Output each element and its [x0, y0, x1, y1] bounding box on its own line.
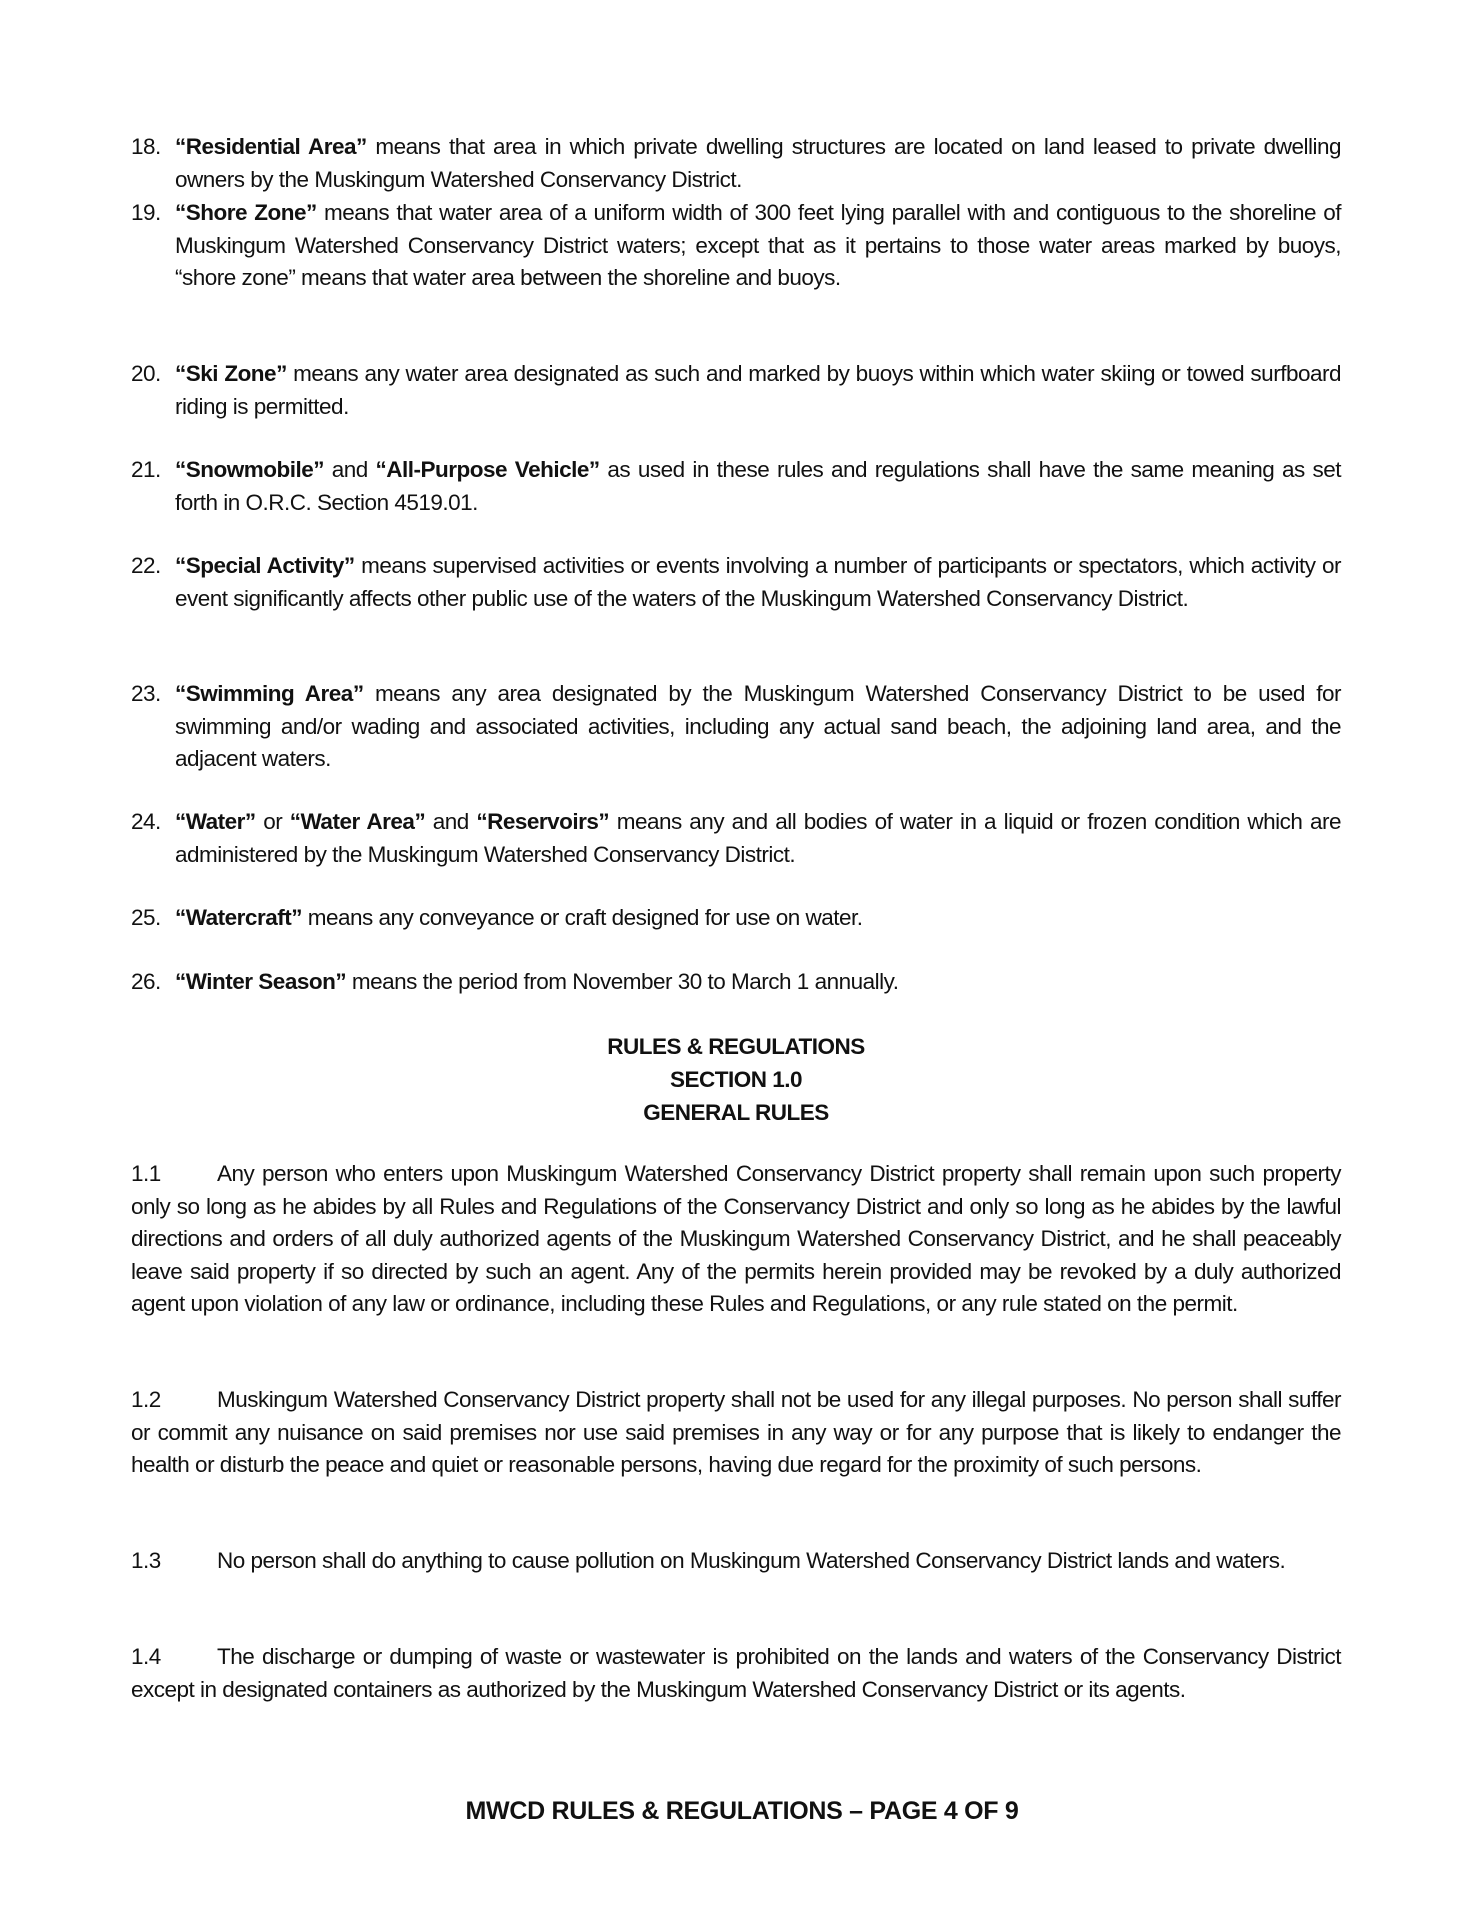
- definition-number: 22.: [131, 553, 161, 578]
- definition-term: “Swimming Area”: [175, 681, 364, 706]
- rule-text: Any person who enters upon Muskingum Watershed Conservancy District property shall remain upon such property only so long as he abides by all Rules and Regulations of the Conservancy District and only so long as he abides by the lawful directions and orders of all duly authorized agents of the Muskingum Watershed Conservancy District, and he shall peaceably leave said property if so directed by such an agent. Any of the permits herein provided may be revoked by a duly authorized agent upon violation of any law or ordinance, including these Rules and Regulations, or any rule stated on the permit.: [131, 1161, 1341, 1316]
- definition-term: “Special Activity”: [175, 553, 355, 578]
- definition-joiner: or: [255, 809, 290, 834]
- definition-text: means any conveyance or craft designed for use on water.: [301, 905, 863, 930]
- definition-18: [131, 131, 1341, 196]
- definition-term: “Ski Zone”: [175, 361, 287, 386]
- rule-number: 1.4: [131, 1644, 161, 1669]
- definition-number: 18.: [131, 134, 161, 159]
- definition-text: means that water area of a uniform width of 300 feet lying parallel with and contiguous to the shoreline of Muskingum Watershed Conservancy District waters; except that as it pertains to those water areas marked by buoys, “shore zone” means that water area between the shoreline and buoys.: [175, 200, 1342, 290]
- rule-1-3: [131, 1545, 1341, 1578]
- definition-text: means any and all bodies of water in a liquid or frozen condition which are administered by the Muskingum Watershed Conservancy District.: [175, 809, 1341, 867]
- definition-text: means any water area designated as such and marked by buoys within which water skiing or towed surfboard riding is permitted.: [175, 361, 1341, 419]
- definition-term: “All-Purpose Vehicle”: [375, 457, 600, 482]
- definition-joiner: and: [425, 809, 477, 834]
- definition-term: “Water Area”: [289, 809, 426, 834]
- definition-term: “Watercraft”: [175, 905, 302, 930]
- definition-text: means any area designated by the Muskingum Watershed Conservancy District to be used for swimming and/or wading and associated activities, including any actual sand beach, the adjoining land area, and the adjacent waters.: [175, 681, 1341, 771]
- rule-number: 1.1: [131, 1161, 161, 1186]
- definition-text: means that area in which private dwelling structures are located on land leased to private dwelling owners by the Muskingum Watershed Conservancy District.: [175, 134, 1341, 192]
- rule-text: No person shall do anything to cause pollution on Muskingum Watershed Conservancy District lands and waters.: [217, 1548, 1286, 1573]
- definition-text: means supervised activities or events involving a number of participants or spectators, which activity or event significantly affects other public use of the waters of the Muskingum Watershed Conservancy District.: [175, 553, 1341, 611]
- definition-20: [131, 358, 1341, 423]
- definition-term: “Snowmobile”: [175, 457, 325, 482]
- definition-text: means the period from November 30 to March 1 annually.: [346, 969, 899, 994]
- definition-term: “Shore Zone”: [175, 200, 317, 225]
- definition-term: “Residential Area”: [175, 134, 367, 159]
- definition-22: [131, 550, 1341, 615]
- rule-text: Muskingum Watershed Conservancy District property shall not be used for any illegal purposes. No person shall suffer or commit any nuisance on said premises nor use said premises in any way or for any purpose that is likely to endanger the health or disturb the peace and quiet or reasonable persons, having due regard for the proximity of such persons.: [131, 1387, 1341, 1477]
- rule-1-4: [131, 1641, 1341, 1706]
- rule-1-1: [131, 1158, 1341, 1321]
- definition-25: [131, 902, 1341, 935]
- definition-number: 26.: [131, 969, 161, 994]
- definition-joiner: and: [324, 457, 376, 482]
- definition-23: [131, 678, 1341, 776]
- definition-number: 23.: [131, 681, 161, 706]
- rule-number: 1.2: [131, 1387, 161, 1412]
- definition-number: 19.: [131, 200, 161, 225]
- definition-term: “Winter Season”: [175, 969, 347, 994]
- rule-1-2: [131, 1384, 1341, 1482]
- definition-19: [131, 197, 1341, 295]
- definition-number: 24.: [131, 809, 161, 834]
- section-heading-number: SECTION 1.0: [669, 1067, 803, 1092]
- definition-21: [131, 454, 1341, 519]
- definition-number: 21.: [131, 457, 161, 482]
- definition-24: [131, 806, 1341, 871]
- page-footer: MWCD RULES & REGULATIONS – PAGE 4 OF 9: [465, 1797, 1019, 1825]
- definition-number: 20.: [131, 361, 161, 386]
- section-heading-subtitle: GENERAL RULES: [643, 1100, 829, 1125]
- definition-26: [131, 966, 1341, 999]
- definition-number: 25.: [131, 905, 161, 930]
- definition-term: “Water”: [175, 809, 256, 834]
- definition-text: as used in these rules and regulations shall have the same meaning as set forth in O.R.C. Section 4519.01.: [175, 457, 1341, 515]
- rule-text: The discharge or dumping of waste or wastewater is prohibited on the lands and waters of the Conservancy District except in designated containers as authorized by the Muskingum Watershed Conservancy District or its agents.: [131, 1644, 1341, 1702]
- rule-number: 1.3: [131, 1548, 161, 1573]
- definition-term: “Reservoirs”: [476, 809, 610, 834]
- section-heading-title: RULES & REGULATIONS: [607, 1034, 865, 1059]
